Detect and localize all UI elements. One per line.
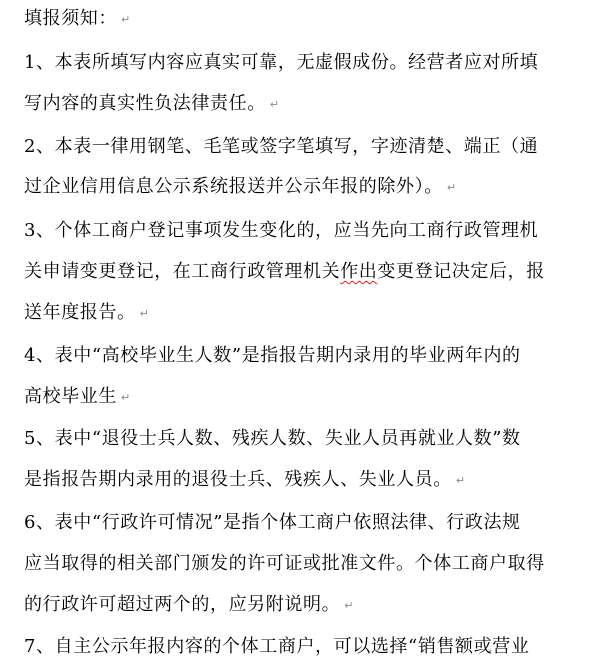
paragraph-mark-icon: ↵ (269, 98, 280, 111)
item-3-line-3: 送年度报告。 ↵ (24, 302, 150, 323)
paragraph-mark-icon: ↵ (139, 307, 150, 320)
item-3-line-1: 3、个体工商户登记事项发生变化的，应当先向工商行政管理机 (24, 220, 539, 241)
item-5-line-2: 是指报告期内录用的退役士兵、残疾人、失业人员。 ↵ (24, 469, 466, 490)
item-4-line-2: 高校毕业生 ↵ (24, 386, 131, 407)
paragraph-mark-icon: ↵ (121, 13, 131, 26)
paragraph-mark-icon: ↵ (121, 391, 131, 404)
paragraph-mark-icon: ↵ (455, 474, 466, 487)
item-5-line-1: 5、表中“退役士兵人数、残疾人数、失业人员再就业人数”数 (24, 428, 521, 449)
paragraph-mark-icon: ↵ (446, 181, 457, 194)
item-6-line-1: 6、表中“行政许可情况”是指个体工商户依照法律、行政法规 (24, 512, 521, 533)
item-2-line-1: 2、本表一律用钢笔、毛笔或签字笔填写，字迹清楚、端正（通 (24, 136, 539, 157)
item-2-line-2: 过企业信用信息公示系统报送并公示年报的除外）。 ↵ (24, 176, 457, 197)
item-4-line-1: 4、表中“高校毕业生人数”是指报告期内录用的毕业两年内的 (24, 345, 521, 366)
item-3-line-2: 关申请变更登记，在工商行政管理机关作出变更登记决定后，报 (24, 261, 545, 282)
item-6-line-3: 的行政许可超过两个的，应另附说明。 ↵ (24, 594, 355, 615)
heading: 填报须知： ↵ (24, 8, 131, 29)
item-1-line-1: 1、本表所填写内容应真实可靠，无虚假成份。经营者应对所填 (24, 52, 539, 73)
item-7-line-1: 7、自主公示年报内容的个体工商户，可以选择“销售额或营业 (24, 636, 530, 657)
item-6-line-2: 应当取得的相关部门颁发的许可证或批准文件。个体工商户取得 (24, 553, 545, 574)
spellcheck-underlined-text: 作出 (340, 261, 378, 282)
item-1-line-2: 写内容的真实性负法律责任。 ↵ (24, 93, 280, 114)
paragraph-mark-icon: ↵ (344, 599, 355, 612)
